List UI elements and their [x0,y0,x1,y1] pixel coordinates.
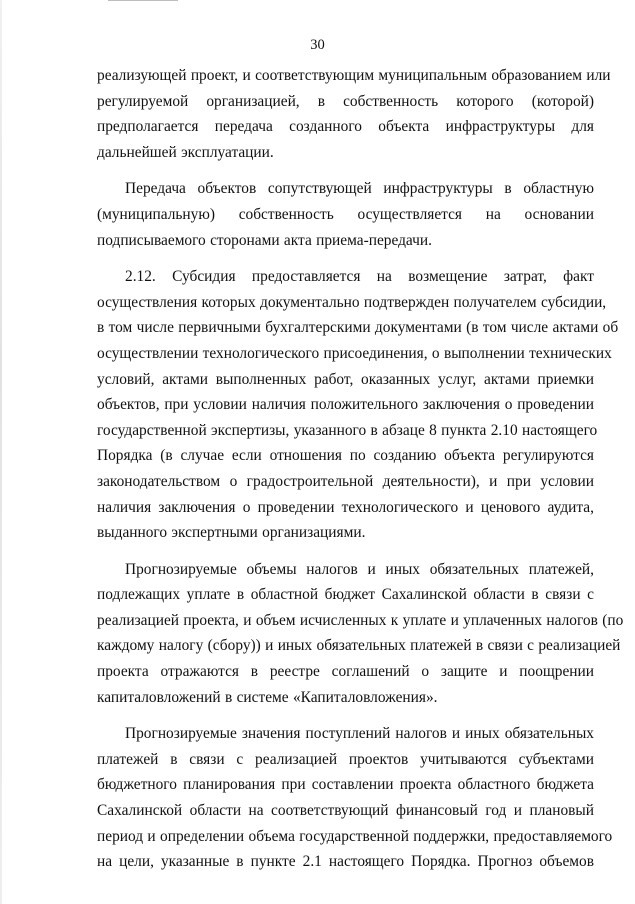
text-line: дальнейшей эксплуатации. [97,143,274,161]
text-line: (муниципальную) собственность осуществляется на основании [97,205,594,223]
text-line: реализацией проекта, и объем исчисленных к уплате и уплаченных налогов (по [97,611,624,629]
text-line: каждому налогу (сбору)) и иных обязательных платежей в связи с реализацией [97,637,621,655]
text-line: подписываемого сторонами акта приема-передачи. [97,231,432,249]
paragraph-4 [97,557,624,711]
text-line: предполагается передача созданного объекта инфраструктуры для [97,118,594,136]
text-line: Сахалинской области на соответствующий финансовый год и плановый [97,802,594,820]
paragraph-gap [97,710,594,721]
text-line: государственной экспертизы, указанного в абзаце 8 пункта 2.10 настоящего [97,421,598,439]
text-line: в том числе первичными бухгалтерскими документами (в том числе актами об [97,319,619,337]
text-line: бюджетного планирования при составлении проекта областного бюджета [97,776,594,794]
text-line: реализующей проект, и соответствующим муниципальным образованием или [97,67,611,84]
paragraph-3 [97,264,619,546]
text-line: платежей в связи с реализацией проектов учитываются субъектами [97,750,594,768]
paragraph-1 [97,63,611,165]
text-line: законодательством о градостроительной деятельности), и при условии [97,472,594,490]
text-line: Прогнозируемые значения поступлений налогов и иных обязательных [125,725,594,743]
text-line: выданного экспертными организациями. [97,524,366,542]
text-line: условий, актами выполненных работ, оказанных услуг, актами приемки [97,370,594,388]
text-line: Прогнозируемые объемы налогов и иных обязательных платежей, [125,560,594,578]
text-line: проекта отражаются в реестре соглашений о защите и поощрении [97,663,594,681]
paragraph-gap [97,165,594,176]
text-line: осуществлении технологического присоединения, о выполнении технических [97,344,612,362]
page-number: 30 [310,37,325,53]
scan-edge [0,0,2,904]
text-line: 2.12. Субсидия предоставляется на возмещение затрат, факт [125,268,594,286]
text-line: Передача объектов сопутствующей инфраструктуры в областную [125,180,594,198]
text-line: Порядка (в случае если отношения по созданию объекта регулируются [97,447,594,465]
document-body [97,63,624,875]
text-line: осуществления которых документально подтвержден получателем субсидии, [97,293,607,311]
paragraph-2 [97,176,594,253]
text-line: подлежащих уплате в областной бюджет Сахалинской области в связи с [97,586,594,604]
text-line: на цели, указанные в пункте 2.1 настоящего Порядка. Прогноз объемов [97,853,594,871]
text-line: объектов, при условии наличия положительного заключения о проведении [97,396,594,414]
paragraph-gap [97,253,594,264]
text-line: период и определении объема государственной поддержки, предоставляемого [97,827,613,845]
text-line: регулируемой организацией, в собственность которого (которой) [97,92,594,110]
paragraph-gap [97,546,594,557]
top-rule [108,0,178,1]
text-line: наличия заключения о проведении технологического и ценового аудита, [97,498,594,516]
paragraph-5 [97,721,613,875]
text-line: капиталовложений в системе «Капиталовложения». [97,688,438,706]
